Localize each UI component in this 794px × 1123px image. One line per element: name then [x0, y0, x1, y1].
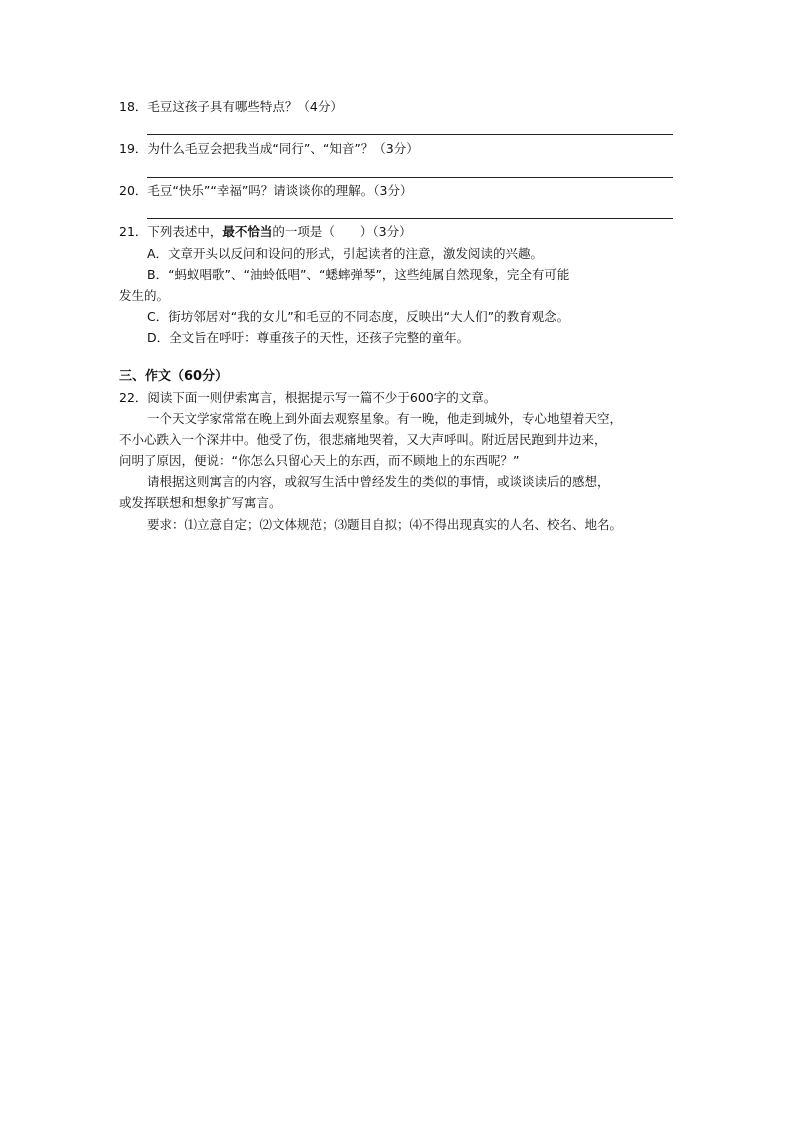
question-20: 20．毛豆“快乐”“幸福”吗？请谈谈你的理解。（3分） — [119, 183, 413, 198]
answer-line-19 — [147, 177, 673, 178]
section-heading-composition: 三、作文（60分） — [119, 369, 229, 384]
option-b: B．“蚂蚁唱歌”、“油蛉低唱”、“蟋蟀弹琴”，这些纯属自然现象，完全有可能 — [147, 267, 570, 282]
question-22: 22．阅读下面一则伊索寓言，根据提示写一篇不少于600字的文章。 — [119, 390, 497, 405]
question-19: 19．为什么毛豆会把我当成“同行”、“知音”？（3分） — [119, 141, 419, 156]
question-21-suffix: 的一项是（ ）（3分） — [272, 224, 412, 239]
requirements: 要求：⑴立意自定；⑵文体规范；⑶题目自拟；⑷不得出现真实的人名、校名、地名。 — [147, 517, 623, 532]
answer-line-18 — [147, 134, 673, 135]
prompt-line-1: 请根据这则寓言的内容，或叙写生活中曾经发生的类似的事情，或谈谈读后的感想， — [147, 474, 610, 489]
story-line-3: 问明了原因，便说：“你怎么只留心天上的东西，而不顾地上的东西呢？” — [119, 453, 520, 468]
prompt-line-2: 或发挥联想和想象扩写寓言。 — [119, 495, 282, 510]
option-a: A．文章开头以反问和设问的形式，引起读者的注意，激发阅读的兴趣。 — [147, 246, 544, 261]
question-18: 18．毛豆这孩子具有哪些特点？（4分） — [119, 99, 343, 114]
question-21-emphasis: 最不恰当 — [222, 224, 273, 239]
option-b-continuation: 发生的。 — [119, 288, 170, 303]
option-d: D．全文旨在呼吁：尊重孩子的天性，还孩子完整的童年。 — [147, 330, 470, 345]
option-c: C．街坊邻居对“我的女儿”和毛豆的不同态度，反映出“大人们”的教育观念。 — [147, 309, 570, 324]
story-line-2: 不小心跌入一个深井中。他受了伤，很悲痛地哭着，又大声呼叫。附近居民跑到井边来， — [119, 432, 607, 447]
question-21-prefix: 21．下列表述中， — [119, 224, 223, 239]
story-line-1: 一个天文学家常常在晚上到外面去观察星象。有一晚，他走到城外，专心地望着天空， — [147, 411, 623, 426]
answer-line-20 — [147, 218, 673, 219]
question-21 — [119, 222, 412, 242]
